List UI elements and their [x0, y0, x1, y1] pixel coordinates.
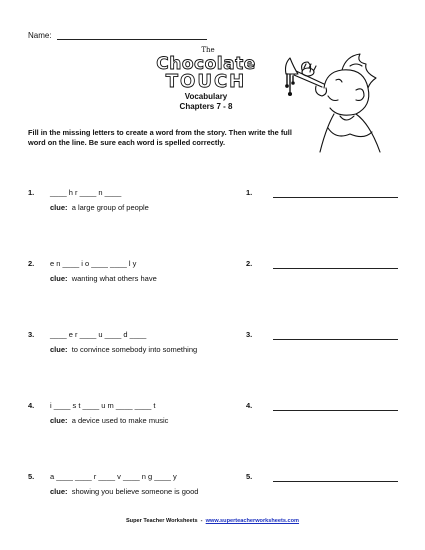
clue	[50, 416, 168, 425]
word-puzzle: i ____ s t ____ u m ____ ____ t	[50, 401, 156, 410]
answer-number: 2.	[246, 259, 253, 268]
clue	[50, 203, 149, 212]
answer-number: 3.	[246, 330, 253, 339]
question-4	[28, 401, 398, 431]
clue	[50, 345, 197, 354]
clue	[50, 274, 157, 283]
clue-text: a device used to make music	[71, 416, 169, 425]
question-1	[28, 188, 398, 218]
subtitle-vocabulary: Vocabulary	[184, 92, 228, 101]
answer-line[interactable]	[273, 268, 398, 269]
instructions: Fill in the missing letters to create a word from the story. Then write the full word on the line. Be sure each word is spelled correctly.	[28, 128, 292, 147]
question-number: 1.	[28, 188, 35, 197]
clue-label: clue:	[50, 416, 68, 425]
subtitle-chapters: Chapters 7 - 8	[179, 102, 233, 111]
word-puzzle: ____ e r ____ u ____ d ____	[50, 330, 147, 339]
word-puzzle: ____ h r ____ n ____	[50, 188, 122, 197]
subtitle	[150, 92, 262, 112]
name-label: Name:	[28, 31, 52, 40]
chocolate-touch-logo	[146, 44, 266, 90]
question-3	[28, 330, 398, 360]
clue-text: wanting what others have	[71, 274, 157, 283]
footer-url-link[interactable]: www.superteacherworksheets.com	[205, 518, 300, 524]
question-2	[28, 259, 398, 289]
clue-label: clue:	[50, 345, 68, 354]
clue	[50, 487, 198, 496]
question-number: 5.	[28, 472, 35, 481]
footer-site-name: Super Teacher Worksheets	[125, 518, 198, 524]
word-puzzle: e n ____ i o ____ ____ l y	[50, 259, 137, 268]
clue-label: clue:	[50, 203, 68, 212]
clue-label: clue:	[50, 487, 68, 496]
question-number: 4.	[28, 401, 35, 410]
word-puzzle: a ____ ____ r ____ v ____ n g ____ y	[50, 472, 177, 481]
clue-label: clue:	[50, 274, 68, 283]
answer-line[interactable]	[273, 481, 398, 482]
clue-text: showing you believe someone is good	[71, 487, 199, 496]
answer-line[interactable]	[273, 410, 398, 411]
answer-line[interactable]	[273, 339, 398, 340]
answer-number: 5.	[246, 472, 253, 481]
question-5	[28, 472, 398, 502]
answer-number: 4.	[246, 401, 253, 410]
name-line[interactable]	[57, 31, 207, 40]
answer-number: 1.	[246, 188, 253, 197]
question-number: 3.	[28, 330, 35, 339]
logo-the: The	[201, 46, 215, 54]
logo-touch: TOUCH	[165, 71, 247, 90]
answer-line[interactable]	[273, 197, 398, 198]
footer	[0, 518, 425, 524]
footer-separator: -	[200, 518, 203, 524]
name-row	[28, 31, 207, 40]
clue-text: to convince somebody into something	[71, 345, 198, 354]
clue-text: a large group of people	[71, 203, 149, 212]
question-number: 2.	[28, 259, 35, 268]
logo-chocolate: Chocolate	[156, 54, 256, 74]
